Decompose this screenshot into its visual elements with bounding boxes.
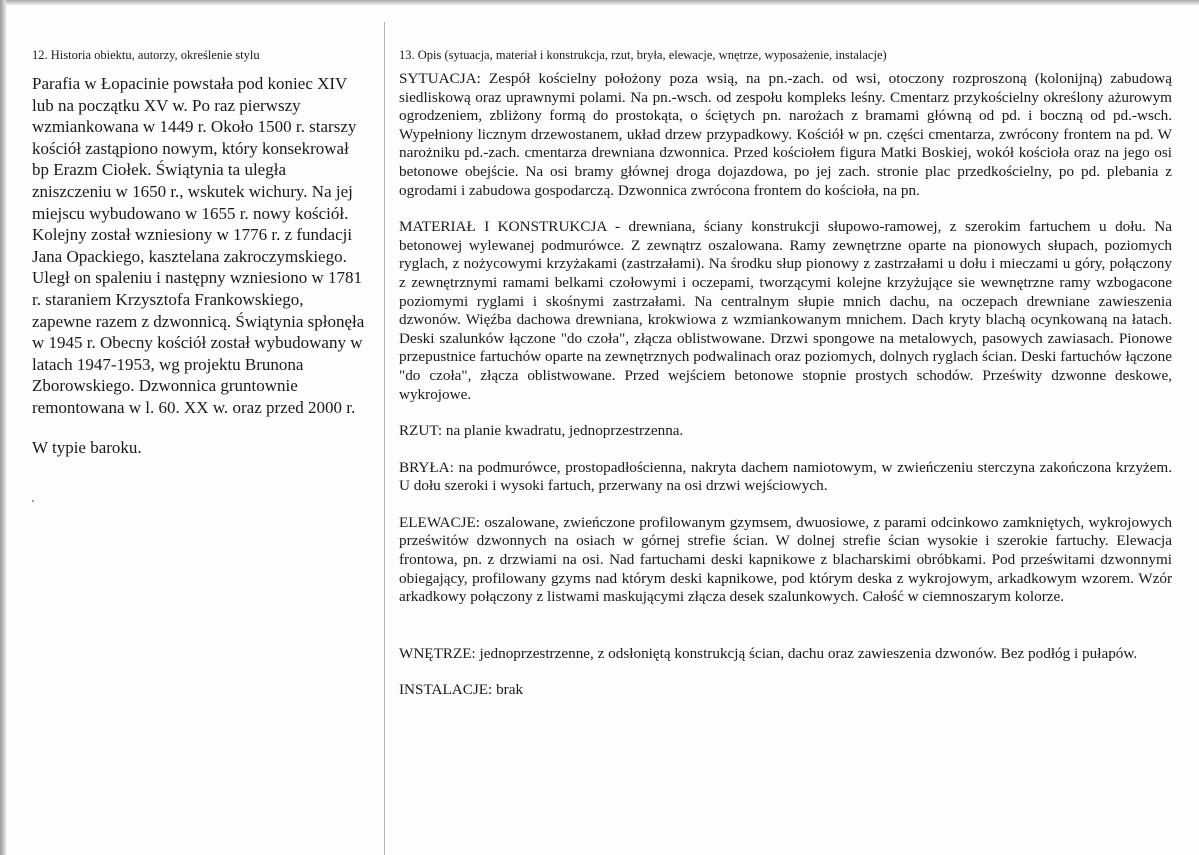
description-heading: 13. Opis (sytuacja, materiał i konstrukcja, rzut, bryła, elewacje, wnętrze, wyposażenie, instalacje) — [399, 48, 887, 62]
section-material: MATERIAŁ I KONSTRUKCJA - drewniana, ściany konstrukcji słupowo-ramowej, z szerokim fartuchem u dołu. Na betonowej wylewanej podmurówce. Z zewnątrz oszalowana. Ramy zewnętrzne oparte na pionowych słupach, poziomych ryglach, z nożycowymi krzyżakami (zastrzałami). Na środku słup pionowy z zastrzałami u dołu i mieczami u góry, połączony z zewnętrznymi ramami belkami czołowymi i oczepami, tworzącymi kolejne krzyżujące sie wewnętrzne ramy wzbogacone poziomymi ryglami i skośnymi zastrzałami. Na centralnym słupie mnich dachu, na oczepach drewniane zawieszenia dzwonów. Więźba dachowa drewniana, krokwiowa z wzmiankowanym mnichem. Dach kryty blachą ocynkowaną na łatach. Deski szalunków łączone "do czoła", złącza oblistwowane. Drzwi spongowe na metalowych, pasowych zawiasach. Pionowe przepustnice fartuchów oparte na zewnętrznych podwalinach oraz poziomych, dolnych ryglach ścian. Deski fartuchów łączone "do czoła", złącza oblistwowane. Przed wejściem betonowe stopnie prostych schodów. Prześwity dzwonne deskowe, wykrojowe. — [399, 218, 1172, 403]
history-column — [32, 47, 367, 459]
column-divider — [384, 22, 385, 855]
style-text: W typie baroku. — [32, 437, 142, 457]
scan-edge-left — [0, 0, 6, 855]
scan-edge-top — [0, 0, 1199, 5]
section-bryla: BRYŁA: na podmurówce, prostopadłościenna, nakryta dachem namiotowym, w zwieńczeniu sterczyna zakończona krzyżem. U dołu szeroki i wysoki fartuch, przerwany na osi drzwi wejściowych. — [399, 458, 1172, 495]
section-sytuacja: SYTUACJA: Zespół kościelny położony poza wsią, na pn.-zach. od wsi, otoczony rozproszoną (kolonijną) zabudową siedliskową oraz uprawnymi polami. Na pn.-wsch. od zespołu kompleks leśny. Cmentarz przykościelny określony ażurowym ogrodzeniem, zbliżony formą do prostokąta, o ściętych pn. narożach z bramami główną od pd. i boczną od pd.-wsch. Wypełniony licznym drzewostanem, układ drzew przypadkowy. Kościół w pn. części cmentarza, zwrócony frontem na pd. W narożniku pd.-zach. cmentarza drewniana dzwonnica. Przed kościołem figura Matki Boskiej, wokół kościoła oraz na jego osi betonowe obejście. Na osi bramy głównej droga dojazdowa, po jej zach. stronie plac przedkościelny, po pd. plebania z ogrodami i zabudowa gospodarczą. Dzwonnica zwrócona frontem do kościoła, na pn. — [399, 70, 1172, 199]
history-text: Parafia w Łopacinie powstała pod koniec XIV lub na początku XV w. Po raz pierwszy wzmiankowana w 1449 r. Około 1500 r. starszy kościół zastąpiono nowym, który konsekrował bp Erazm Ciołek. Świątynia ta uległa zniszczeniu w 1650 r., wskutek wichury. Na jej miejscu wybudowano w 1655 r. nowy kościół. Kolejny został wzniesiony w 1776 r. z fundacji Jana Opackiego, kasztelana zakroczymskiego. Uległ on spaleniu i następny wzniesiono w 1781 r. staraniem Krzysztofa Frankowskiego, zapewne razem z dzwonnicą. Świątynia spłonęła w 1945 r. Obecny kościół został wybudowany w latach 1947-1953, wg projektu Brunona Zborowskiego. Dzwonnica gruntownie remontowana w l. 60. XX w. oraz przed 2000 r. — [32, 74, 365, 417]
history-heading: 12. Historia obiektu, autorzy, określenie stylu — [32, 48, 260, 62]
stray-mark — [32, 500, 34, 502]
section-instalacje: INSTALACJE: brak — [399, 681, 524, 699]
section-rzut: RZUT: na planie kwadratu, jednoprzestrzenna. — [399, 422, 684, 440]
section-wnetrze: WNĘTRZE: jednoprzestrzenne, z odsłoniętą konstrukcją ścian, dachu oraz zawieszenia dzwonów. Bez podłóg i pułapów. — [399, 644, 1138, 662]
section-elewacje: ELEWACJE: oszalowane, zwieńczone profilowanym gzymsem, dwuosiowe, z parami odcinkowo zamkniętych, wykrojowych prześwitów dzwonnych na osiach w górnej strefie ścian. W dolnej strefie ścian wysokie i szerokie fartuchy. Elewacja frontowa, pn. z drzwiami na osi. Nad fartuchami deski kapnikowe z blacharskimi obróbkami. Pod prześwitami dzwonnymi obiegający, profilowany gzyms nad którym deski kapnikowe, pod którym deska z wykrojowym, arkadkowym wzorem. Wzór arkadkowy połączony z listwami maskującymi złącza desek szalunkowych. Całość w ciemnoszarym kolorze. — [399, 513, 1172, 606]
description-column — [399, 47, 1172, 700]
